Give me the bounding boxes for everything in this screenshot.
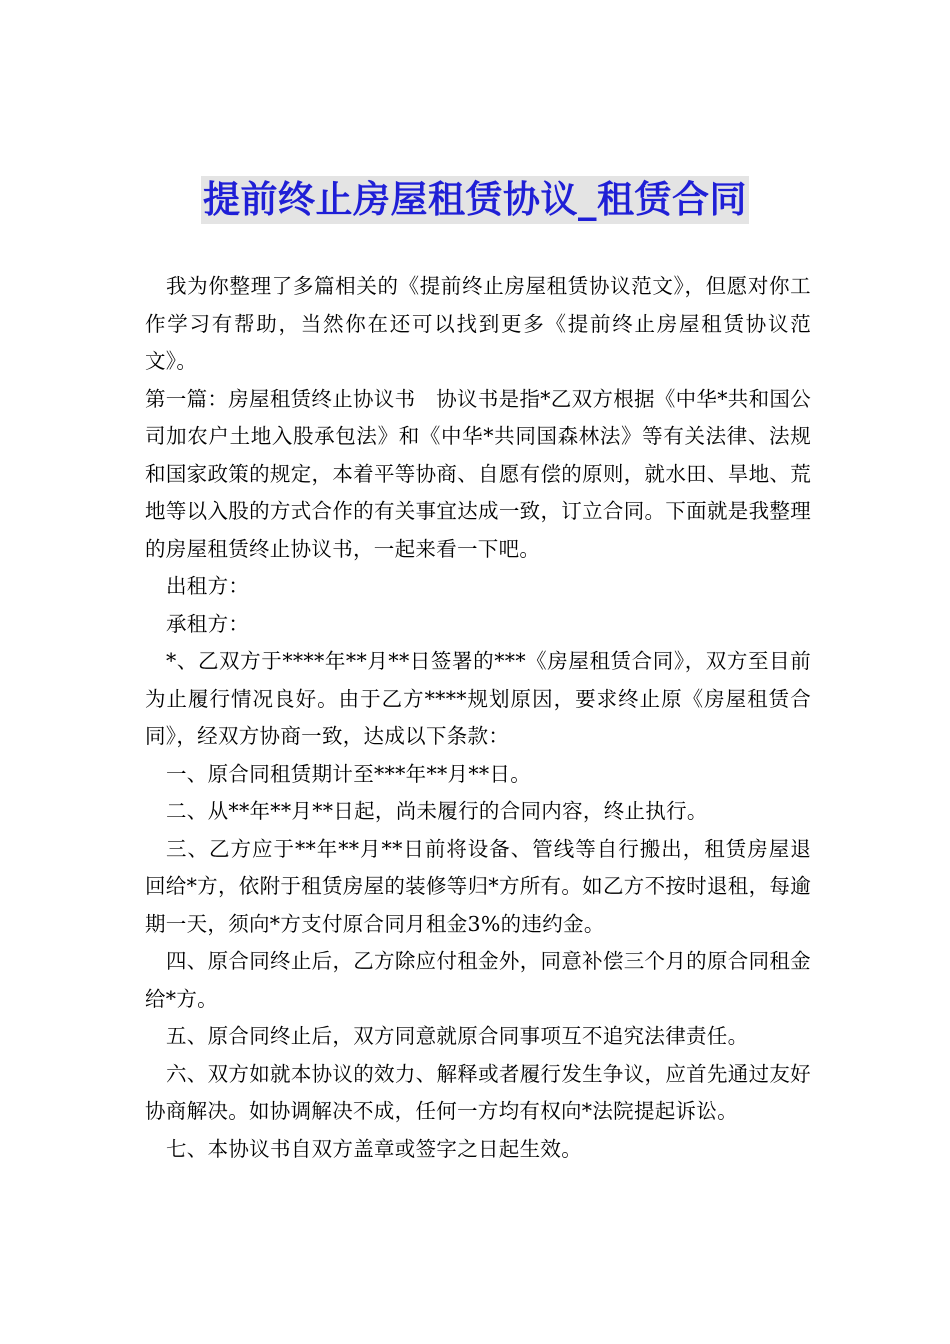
clause-seven: 七、本协议书自双方盖章或签字之日起生效。 (166, 1136, 582, 1161)
title-container (0, 176, 950, 224)
lessor-line: 出租方： (166, 574, 250, 598)
clause-three: 三、乙方应于**年**月**日前将设备、管线等自行搬出，租赁房屋退回给*方，依附于租赁房屋的装修等归*方所有。如乙方不按时退租，每逾期一天，须向*方支付原合同月租金3%的违约金。 (145, 836, 811, 936)
document-body (145, 268, 811, 1168)
lessee-line: 承租方： (166, 611, 250, 636)
preamble-paragraph: *、乙双方于****年**月**日签署的***《房屋租赁合同》，双方至目前为止履行情况良好。由于乙方****规划原因，要求终止原《房屋租赁合同》，经双方协商一致，达成以下条款： (145, 649, 811, 748)
document-title: 提前终止房屋租赁协议_租赁合同 (201, 176, 749, 224)
clause-four: 四、原合同终止后，乙方除应付租金外，同意补偿三个月的原合同租金给*方。 (145, 949, 811, 1011)
clause-one: 一、原合同租赁期计至***年**月**日。 (166, 761, 532, 786)
clause-five: 五、原合同终止后，双方同意就原合同事项互不追究法律责任。 (166, 1024, 749, 1048)
clause-six: 六、双方如就本协议的效力、解释或者履行发生争议，应首先通过友好协商解决。如协调解决不成，任何一方均有权向*法院提起诉讼。 (145, 1061, 811, 1123)
chapter-one-paragraph: 第一篇：房屋租赁终止协议书 协议书是指*乙双方根据《中华*共和国公司加农户土地入股承包法》和《中华*共同国森林法》等有关法律、法规和国家政策的规定，本着平等协商、自愿有偿的原则，就水田、旱地、荒地等以入股的方式合作的有关事宜达成一致，订立合同。下面就是我整理的房屋租赁终止协议书，一起来看一下吧。 (145, 386, 811, 561)
clause-two: 二、从**年**月**日起，尚未履行的合同内容，终止执行。 (166, 799, 708, 823)
intro-paragraph: 我为你整理了多篇相关的《提前终止房屋租赁协议范文》，但愿对你工作学习有帮助，当然你在还可以找到更多《提前终止房屋租赁协议范文》。 (145, 274, 811, 373)
